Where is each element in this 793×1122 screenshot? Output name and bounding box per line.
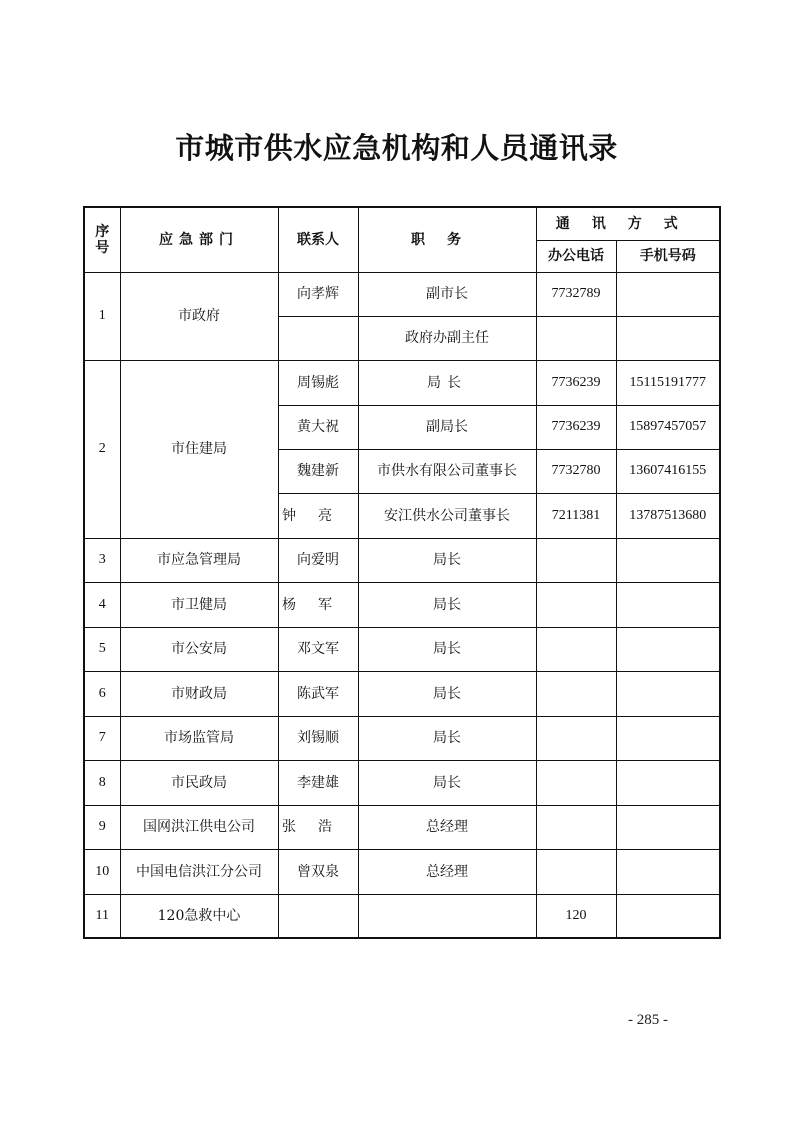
office-phone-cell: [536, 805, 616, 849]
table-row: [84, 671, 720, 716]
page-title: 市城市供水应急机构和人员通讯录: [175, 131, 618, 165]
mobile-cell: [616, 716, 720, 760]
position-cell: 局长: [358, 582, 536, 627]
contact-cell: 曾双泉: [278, 849, 358, 894]
table-row: [84, 582, 720, 627]
seq-cell: 3: [84, 538, 120, 582]
contact-cell: 陈武军: [278, 671, 358, 716]
department-cell: 市住建局: [120, 360, 278, 538]
seq-cell: 4: [84, 582, 120, 627]
position-cell: 局长: [358, 360, 536, 405]
seq-cell: 11: [84, 894, 120, 938]
contact-cell: [278, 894, 358, 938]
table-row: [84, 360, 720, 405]
table-body: [84, 272, 720, 938]
seq-cell: 9: [84, 805, 120, 849]
department-cell: 国网洪江供电公司: [120, 805, 278, 849]
header-office-phone: 办公电话: [536, 240, 616, 272]
contact-cell: 刘锡顺: [278, 716, 358, 760]
table-row: [84, 894, 720, 938]
position-cell: 政府办副主任: [358, 316, 536, 360]
contact-cell: 向孝辉: [278, 272, 358, 316]
department-cell: 市政府: [120, 272, 278, 360]
office-phone-cell: 7732780: [536, 449, 616, 493]
mobile-cell: [616, 805, 720, 849]
position-cell: 市供水有限公司董事长: [358, 449, 536, 493]
page-number: - 285 -: [628, 1012, 668, 1028]
mobile-cell: [616, 582, 720, 627]
contact-cell: 向爱明: [278, 538, 358, 582]
office-phone-cell: [536, 849, 616, 894]
mobile-cell: [616, 849, 720, 894]
header-comm: 通讯方式: [536, 207, 720, 240]
contact-cell: [278, 316, 358, 360]
header-mobile: 手机号码: [616, 240, 720, 272]
header-seq-bottom: 号: [95, 239, 110, 256]
office-phone-cell: [536, 582, 616, 627]
position-cell: [358, 894, 536, 938]
department-cell: 市公安局: [120, 627, 278, 671]
office-phone-cell: [536, 538, 616, 582]
department-cell: 市卫健局: [120, 582, 278, 627]
table-row: [84, 805, 720, 849]
mobile-cell: [616, 894, 720, 938]
department-cell: 市财政局: [120, 671, 278, 716]
office-phone-cell: [536, 627, 616, 671]
office-phone-cell: 7211381: [536, 493, 616, 538]
office-phone-cell: 7736239: [536, 360, 616, 405]
mobile-cell: [616, 316, 720, 360]
contact-cell: 李建雄: [278, 760, 358, 805]
mobile-cell: [616, 538, 720, 582]
header-seq: [84, 207, 120, 272]
seq-cell: 5: [84, 627, 120, 671]
office-phone-cell: [536, 316, 616, 360]
position-cell: 局长: [358, 671, 536, 716]
office-phone-cell: 7736239: [536, 405, 616, 449]
header-department: 应急部门: [120, 207, 278, 272]
seq-cell: 7: [84, 716, 120, 760]
header-seq-top: 序: [95, 223, 110, 240]
mobile-cell: 15897457057: [616, 405, 720, 449]
office-phone-cell: 7732789: [536, 272, 616, 316]
contact-directory-table: [83, 206, 721, 939]
table-row: [84, 716, 720, 760]
office-phone-cell: [536, 716, 616, 760]
table-row: [84, 760, 720, 805]
position-cell: 总经理: [358, 849, 536, 894]
mobile-cell: 13787513680: [616, 493, 720, 538]
position-cell: 副市长: [358, 272, 536, 316]
contact-cell: 杨军: [278, 582, 358, 627]
mobile-cell: [616, 760, 720, 805]
position-cell: 局长: [358, 760, 536, 805]
contact-cell: 黄大祝: [278, 405, 358, 449]
department-cell: 市应急管理局: [120, 538, 278, 582]
seq-cell: 2: [84, 360, 120, 538]
mobile-cell: [616, 627, 720, 671]
department-cell: 120急救中心: [120, 894, 278, 938]
table-row: [84, 627, 720, 671]
mobile-cell: [616, 272, 720, 316]
department-cell: 市民政局: [120, 760, 278, 805]
header-contact: 联系人: [278, 207, 358, 272]
seq-cell: 10: [84, 849, 120, 894]
header-position: 职务: [358, 207, 536, 272]
contact-cell: 邓文军: [278, 627, 358, 671]
seq-cell: 8: [84, 760, 120, 805]
position-cell: 副局长: [358, 405, 536, 449]
table-row: [84, 849, 720, 894]
mobile-cell: 15115191777: [616, 360, 720, 405]
contact-cell: 魏建新: [278, 449, 358, 493]
position-cell: 局长: [358, 538, 536, 582]
office-phone-cell: [536, 760, 616, 805]
office-phone-cell: [536, 671, 616, 716]
department-cell: 市场监管局: [120, 716, 278, 760]
table-row: [84, 272, 720, 316]
mobile-cell: [616, 671, 720, 716]
contact-cell: 张浩: [278, 805, 358, 849]
position-cell: 安江供水公司董事长: [358, 493, 536, 538]
mobile-cell: 13607416155: [616, 449, 720, 493]
contact-cell: 钟亮: [278, 493, 358, 538]
department-cell: 中国电信洪江分公司: [120, 849, 278, 894]
contact-cell: 周锡彪: [278, 360, 358, 405]
table-header: [84, 207, 720, 272]
table-row: [84, 538, 720, 582]
seq-cell: 1: [84, 272, 120, 360]
office-phone-cell: 120: [536, 894, 616, 938]
position-cell: 局长: [358, 716, 536, 760]
seq-cell: 6: [84, 671, 120, 716]
position-cell: 局长: [358, 627, 536, 671]
position-cell: 总经理: [358, 805, 536, 849]
